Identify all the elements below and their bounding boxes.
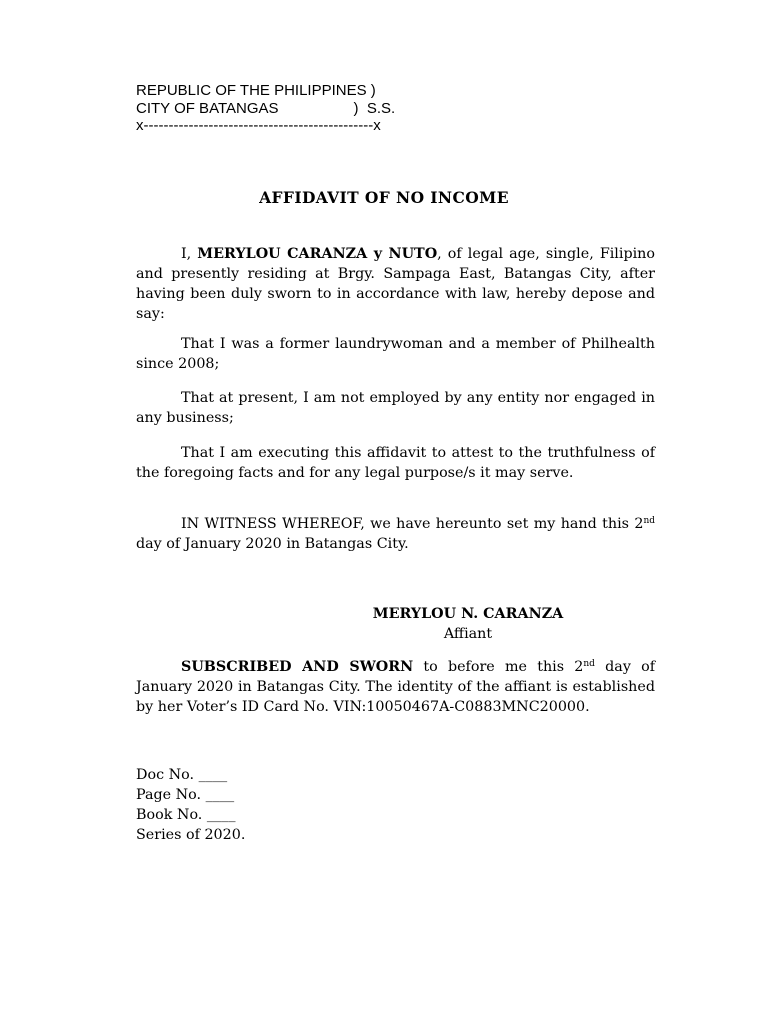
intro-prefix: I, <box>181 246 198 262</box>
witness-ordinal-suffix: nd <box>643 516 655 526</box>
affiant-label: Affiant <box>443 626 493 642</box>
venue-caption-divider: x----------------------------------------------x <box>136 117 381 134</box>
jurat-bold-phrase: SUBSCRIBED AND SWORN <box>181 659 414 675</box>
statement-paragraph-2: That at present, I am not employed by any entity nor engaged in any business; <box>136 390 655 426</box>
intro-rest: , of legal age, single, Filipino and presently residing at Brgy. Sampaga East, Batangas City, after having been duly sworn to in accordance with law, hereby depose and say: <box>136 246 655 322</box>
venue-caption-city: CITY OF BATANGAS ) S.S. <box>136 100 396 117</box>
witness-paragraph <box>136 514 655 554</box>
affiant-signature-block <box>348 604 588 644</box>
book-number: Book No. ____ <box>136 807 236 823</box>
page-number: Page No. ____ <box>136 787 235 803</box>
statement-paragraph-1: That I was a former laundrywoman and a member of Philhealth since 2008; <box>136 336 655 372</box>
doc-number: Doc No. ____ <box>136 767 228 783</box>
jurat-text-before: to before me this 2 <box>413 659 584 675</box>
notarial-register-block <box>136 765 245 845</box>
document-title: AFFIDAVIT OF NO INCOME <box>259 188 509 207</box>
jurat-text-after: day of January 2020 in Batangas City. The identity of the affiant is established by her Voter’s ID Card No. VIN:10050467A-C0883MNC20000. <box>136 659 656 715</box>
affiant-signature-name: MERYLOU N. CARANZA <box>372 606 564 622</box>
affiant-full-name: MERYLOU CARANZA y NUTO <box>197 246 438 262</box>
jurat-ordinal-suffix: nd <box>583 659 595 669</box>
witness-text-after: day of January 2020 in Batangas City. <box>136 536 409 552</box>
statement-paragraph-3: That I am executing this affidavit to attest to the truthfulness of the foregoing facts and for any legal purpose/s it may serve. <box>136 445 655 481</box>
witness-text-before: IN WITNESS WHEREOF, we have hereunto set my hand this 2 <box>181 516 644 532</box>
venue-caption-republic: REPUBLIC OF THE PHILIPPINES ) <box>136 82 376 99</box>
jurat-paragraph <box>136 657 655 717</box>
series-year: Series of 2020. <box>136 827 246 843</box>
intro-paragraph <box>136 244 655 324</box>
